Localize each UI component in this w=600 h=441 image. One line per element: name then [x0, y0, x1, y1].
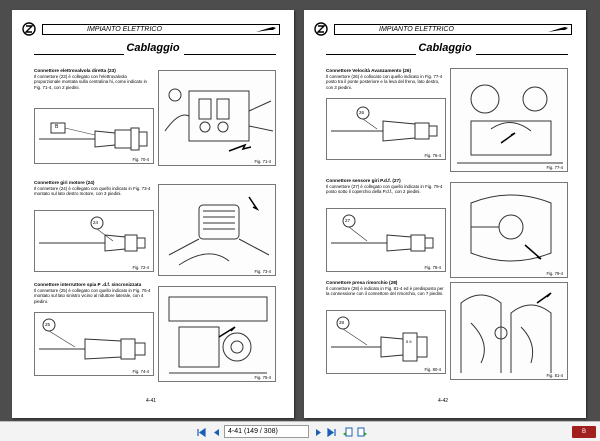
next-page-icon — [314, 428, 323, 437]
section-connector-24 — [34, 180, 276, 280]
figure-caption: Fig. 76-4 — [424, 153, 441, 158]
figure-connector-diagram — [326, 98, 446, 160]
viewer-toolbar — [0, 421, 600, 441]
document-page-right — [304, 10, 586, 418]
section-connector-28 — [326, 280, 568, 388]
page-number-field[interactable]: 4-41 (149 / 308) — [224, 425, 309, 438]
pin-label: 5 6 — [406, 339, 412, 344]
next-page-button[interactable] — [313, 426, 323, 438]
last-page-button[interactable] — [326, 426, 336, 438]
figure-caption: Fig. 72-4 — [132, 265, 149, 270]
section-body: Il connettore (26) è collocato con quello indicato in Fig. 77-4 posto tra il ponte posteriore e la leva del freno, lato destro, con 3 piedini. — [326, 74, 443, 90]
section-connector-25 — [34, 282, 276, 388]
figure-photo-drawing — [450, 282, 568, 380]
figure-caption: Fig. 75-4 — [254, 375, 271, 380]
first-page-icon — [197, 428, 206, 437]
brand-logo-icon — [22, 22, 36, 36]
page-number: 4-41 — [146, 398, 157, 404]
figure-caption: Fig. 81-4 — [546, 373, 563, 378]
figure-connector-diagram — [34, 210, 154, 272]
first-page-button[interactable] — [196, 426, 206, 438]
callout-label: 27 — [345, 218, 351, 223]
figure-caption: Fig. 73-4 — [254, 269, 271, 274]
section-heading: Connettore elettrovalvola diretta (23) — [34, 68, 116, 73]
figure-caption: Fig. 71-4 — [254, 159, 271, 164]
section-heading: Connettore interruttore spia P .d.f. sincronizzata — [34, 282, 142, 287]
figure-caption: Fig. 79-4 — [546, 271, 563, 276]
page-section-title: Cablaggio — [418, 42, 472, 54]
section-body: Il connettore (25) è collegato con quello indicato in Fig. 75-4 montato sul lato sinistro vicino al riduttore laterale, con 4 piedini. — [34, 288, 151, 304]
title-rule-left — [34, 54, 124, 55]
figure-photo-drawing — [450, 182, 568, 278]
section-heading: Connettore Velocità Avanzamento (26) — [326, 68, 412, 73]
page-header — [42, 24, 280, 35]
figure-caption: Fig. 78-4 — [424, 265, 441, 270]
brand-logo-icon — [314, 22, 328, 36]
figure-caption: Fig. 77-4 — [546, 165, 563, 170]
previous-page-icon — [212, 428, 221, 437]
callout-label: 25 — [45, 322, 51, 327]
figure-photo-drawing — [158, 184, 276, 276]
section-connector-26 — [326, 68, 568, 172]
figure-caption: Fig. 70-4 — [132, 157, 149, 162]
section-body: Il connettore (23) è collegato con l'elettrovalvola proporzionale montata sulla centralina hi, come indicato in Fig. 71-4, con 2 piedini. — [34, 74, 148, 90]
page-number: 4-42 — [438, 398, 449, 404]
title-rule-right — [184, 54, 276, 55]
section-heading: Connettore presa rimorchio (28) — [326, 280, 398, 285]
section-body: Il connettore (24) è collegato con quello indicato in Fig. 73-4 montato sul lato destro motore, con 3 piedini. — [34, 186, 151, 197]
figure-connector-diagram — [34, 312, 154, 376]
view-back-button[interactable] — [341, 426, 353, 438]
document-page-left — [12, 10, 294, 418]
app-badge[interactable]: B — [572, 426, 596, 438]
page-header — [334, 24, 572, 35]
page-back-icon — [342, 427, 353, 438]
header-title: IMPIANTO ELETTRICO — [87, 26, 162, 33]
callout-label: 24 — [93, 220, 99, 225]
callout-label: 28 — [339, 320, 345, 325]
figure-connector-diagram — [326, 310, 446, 374]
figure-photo-drawing — [450, 68, 568, 172]
figure-photo-drawing — [158, 286, 276, 382]
callout-label: B — [55, 124, 59, 130]
screwdriver-icon — [547, 26, 569, 34]
page-section-title: Cablaggio — [126, 42, 180, 54]
section-heading: Connettore sensore giri P.d.f. (27) — [326, 178, 401, 183]
screwdriver-icon — [255, 26, 277, 34]
header-title: IMPIANTO ELETTRICO — [379, 26, 454, 33]
section-body: Il connettore (28) è indicato in Fig. 81-4 ed è predisposto per la connessione con il connettore del rimorchio, con 7 piedini. — [326, 286, 444, 297]
section-heading: Connettore giri motore (24) — [34, 180, 95, 185]
last-page-icon — [327, 428, 336, 437]
callout-label: 26 — [359, 110, 365, 115]
figure-caption: Fig. 80-4 — [424, 367, 441, 372]
title-rule-right — [476, 54, 568, 55]
title-rule-left — [326, 54, 416, 55]
section-body: Il connettore (27) è collegato con quello indicato in Fig. 79-4 posto sotto il coperchio della P.d.f., con 2 piedini. — [326, 184, 443, 195]
section-connector-27 — [326, 178, 568, 282]
page-forward-icon — [357, 427, 368, 438]
figure-caption: Fig. 74-4 — [132, 369, 149, 374]
figure-connector-diagram — [326, 208, 446, 272]
figure-connector-diagram — [34, 108, 154, 164]
previous-page-button[interactable] — [211, 426, 221, 438]
figure-photo-drawing — [158, 70, 276, 166]
section-connector-23 — [34, 68, 276, 172]
view-forward-button[interactable] — [356, 426, 368, 438]
